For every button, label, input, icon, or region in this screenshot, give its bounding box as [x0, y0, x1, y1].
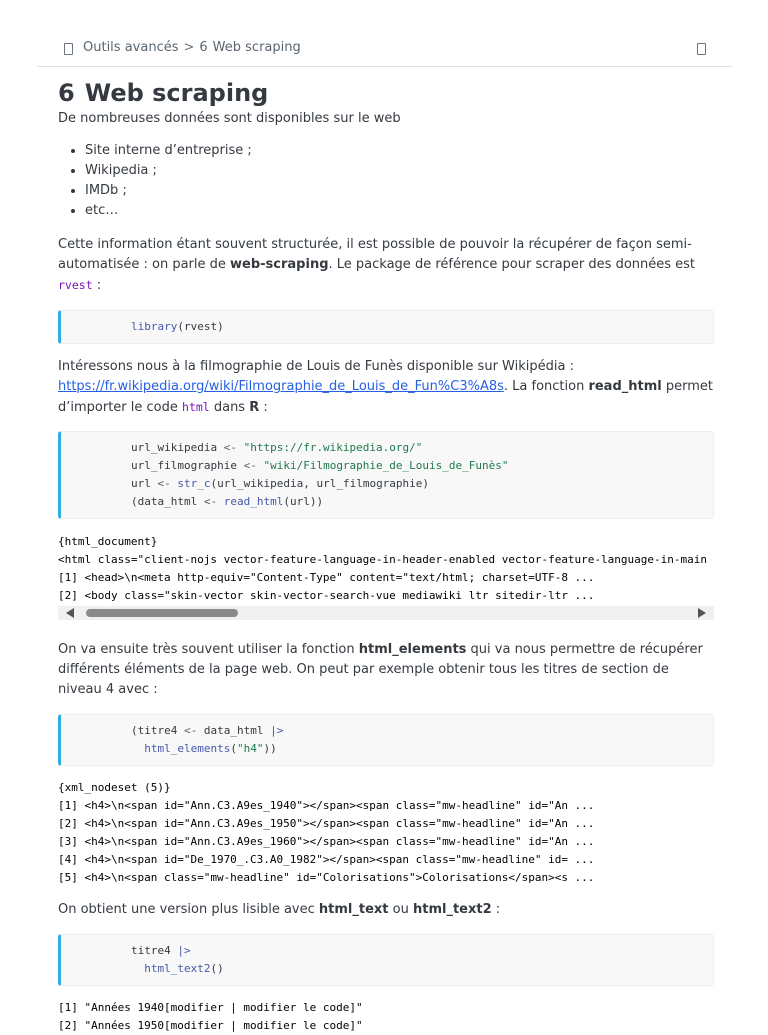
top-breadcrumb-bar — [37, 34, 732, 67]
list-item: • IMDb ; — [85, 181, 714, 201]
output-line: [4] <h4>\n<span id="De_1970_.C3.A0_1982"></span><span class="mw-headline" id= ... — [58, 853, 595, 866]
sidebar-toggle-icon[interactable] — [64, 43, 73, 55]
output-line: [2] "Années 1950[modifier | modifier le code]" — [58, 1019, 363, 1032]
output-html-document — [58, 533, 714, 620]
output-line: [5] <h4>\n<span class="mw-headline" id="Colorisations">Colorisations</span><s ... — [58, 871, 595, 884]
horizontal-scrollbar[interactable] — [58, 606, 714, 620]
search-toggle-icon[interactable] — [697, 43, 706, 55]
breadcrumb-chapter-number[interactable]: 6 — [199, 40, 208, 55]
paragraph-html-text: On obtient une version plus lisible avec html_text ou html_text2 : — [58, 902, 501, 917]
inline-code-rvest: rvest — [58, 278, 93, 292]
output-xml-nodeset — [58, 779, 714, 887]
breadcrumb-separator: > — [183, 40, 195, 55]
scroll-left-icon[interactable] — [66, 608, 74, 618]
main-content — [58, 76, 714, 1035]
output-line: {xml_nodeset (5)} — [58, 781, 171, 794]
code-block-html-elements[interactable]: (titre4 <- data_html |> html_elements("h4")) — [58, 714, 714, 766]
output-line: [2] <body class="skin-vector skin-vector-search-vue mediawiki ltr sitedir-ltr ... — [58, 589, 595, 602]
code-block-html-text2[interactable]: titre4 |> html_text2() — [58, 934, 714, 986]
breadcrumb — [83, 40, 306, 55]
code-block-library[interactable]: library(rvest) — [58, 310, 714, 344]
output-line: [3] <h4>\n<span id="Ann.C3.A9es_1960"></span><span class="mw-headline" id="An ... — [58, 835, 595, 848]
output-line: [1] <h4>\n<span id="Ann.C3.A9es_1940"></span><span class="mw-headline" id="An ... — [58, 799, 595, 812]
intro-text: De nombreuses données sont disponibles sur le web — [58, 111, 401, 126]
wikipedia-link[interactable]: https://fr.wikipedia.org/wiki/Filmographie_de_Louis_de_Fun%C3%A8s — [58, 379, 504, 394]
scroll-right-icon[interactable] — [698, 608, 706, 618]
output-line: {html_document} — [58, 535, 158, 548]
output-line: [2] <h4>\n<span id="Ann.C3.A9es_1950"></span><span class="mw-headline" id="An ... — [58, 817, 595, 830]
paragraph-html-elements: On va ensuite très souvent utiliser la fonction html_elements qui va nous permettre de récupérer différents éléments de la page web. On peut par exemple obtenir tous les titres de section de niveau 4 avec : — [58, 642, 703, 697]
page-title — [58, 76, 714, 110]
breadcrumb-chapter-title[interactable]: Web scraping — [212, 40, 301, 55]
inline-code-html: html — [182, 400, 210, 414]
paragraph-structured: Cette information étant souvent structurée, il est possible de pouvoir la récupérer de façon semi-automatisée : on parle de web-scraping. Le package de référence pour scraper des données est rvest : — [58, 237, 696, 293]
source-list — [58, 141, 714, 221]
chapter-title: Web scraping — [84, 79, 269, 107]
list-item: • etc… — [85, 201, 714, 221]
breadcrumb-section[interactable]: Outils avancés — [83, 40, 179, 55]
code-block-read-html[interactable]: url_wikipedia <- "https://fr.wikipedia.org/" url_filmographie <- "wiki/Filmographie_de_Louis_de_Funès" url <- str_c(url_wikipedia, url_filmographie) (data_html <- read_html(url)) — [58, 431, 714, 519]
output-line: <html class="client-nojs vector-feature-language-in-header-enabled vector-feature-language-in-main — [58, 553, 708, 566]
output-text — [58, 999, 714, 1035]
scrollbar-thumb[interactable] — [86, 609, 238, 617]
list-item: • Site interne d’entreprise ; — [85, 141, 714, 161]
paragraph-filmographie: Intéressons nous à la filmographie de Louis de Funès disponible sur Wikipédia : https://fr.wikipedia.org/wiki/Filmographie_de_Louis_de_Fun%C3%A8s. La fonction read_html permet d’importer le code html dans R : — [58, 359, 713, 415]
chapter-number: 6 — [58, 79, 75, 107]
output-line: [1] "Années 1940[modifier | modifier le code]" — [58, 1001, 363, 1014]
output-line: [1] <head>\n<meta http-equiv="Content-Type" content="text/html; charset=UTF-8 ... — [58, 571, 595, 584]
list-item: • Wikipedia ; — [85, 161, 714, 181]
